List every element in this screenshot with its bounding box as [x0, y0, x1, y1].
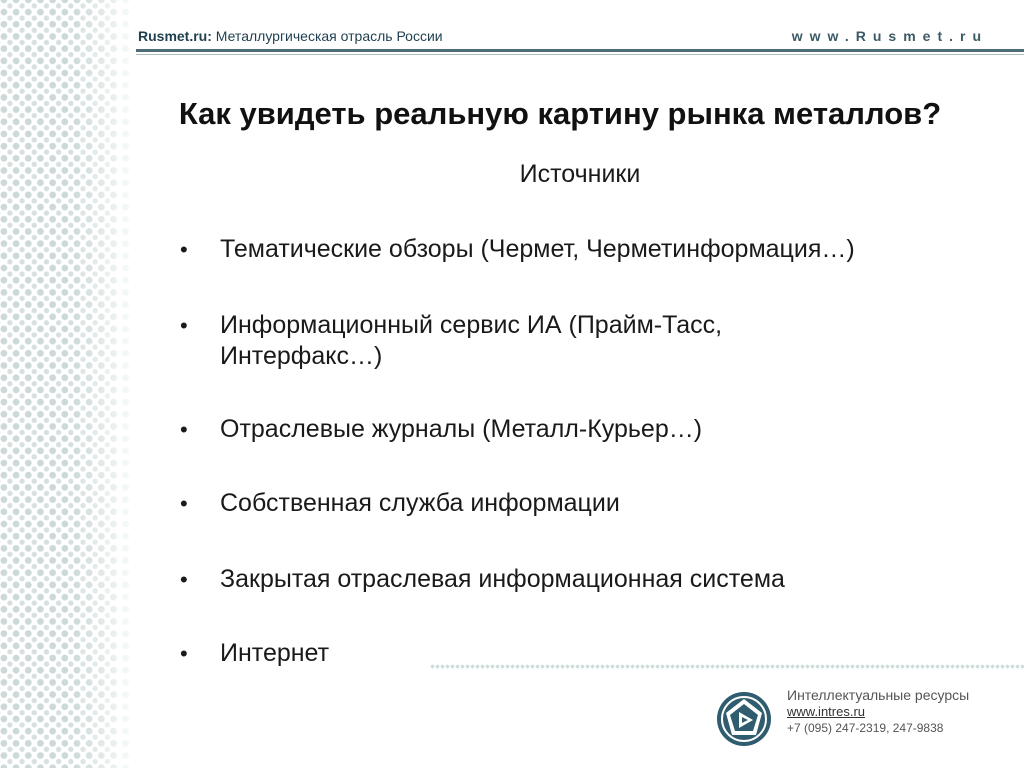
list-item-text: [220, 310, 940, 372]
header-rule: [136, 49, 1024, 52]
list-item-text: Отраслевые журналы (Металл-Курьер…): [220, 415, 703, 443]
list-item-text-line: Информационный сервис ИА (Прайм-Тасс,: [220, 311, 723, 339]
list-item-text: Тематические обзоры (Чермет, Черметинформация…): [220, 235, 855, 263]
slide-header: [138, 28, 996, 48]
header-rule-thin: [136, 54, 1024, 55]
bullet-icon: •: [180, 567, 188, 592]
slide-subtitle: Источники: [519, 160, 641, 188]
slide-title: Как увидеть реальную картину рынка металлов?: [178, 96, 942, 131]
intres-logo-icon: [715, 690, 773, 748]
bullet-icon: •: [180, 417, 188, 442]
footer-company: Интеллектуальные ресурсы: [787, 687, 970, 703]
header-brand-tagline: Металлургическая отрасль России: [211, 28, 443, 44]
header-brand: [138, 28, 443, 44]
header-brand-name: Rusmet.ru:: [138, 28, 212, 44]
list-item-text: Закрытая отраслевая информационная система: [220, 565, 785, 593]
list-item-text-line: Интерфакс…): [220, 342, 383, 370]
bullet-icon: •: [180, 491, 188, 516]
footer-contacts: [787, 687, 969, 736]
footer-url-link[interactable]: www.intres.ru: [787, 704, 866, 719]
list-item-text: Интернет: [220, 639, 330, 667]
header-site-url[interactable]: www.Rusmet.ru: [791, 28, 988, 44]
footer-dotted-rule: [430, 664, 1024, 670]
bullet-icon: •: [180, 641, 188, 666]
list-item-text: Собственная служба информации: [220, 489, 620, 517]
footer-phone: +7 (095) 247-2319, 247-9838: [787, 721, 944, 735]
bullet-icon: •: [180, 237, 188, 262]
bullet-icon: •: [180, 313, 188, 338]
